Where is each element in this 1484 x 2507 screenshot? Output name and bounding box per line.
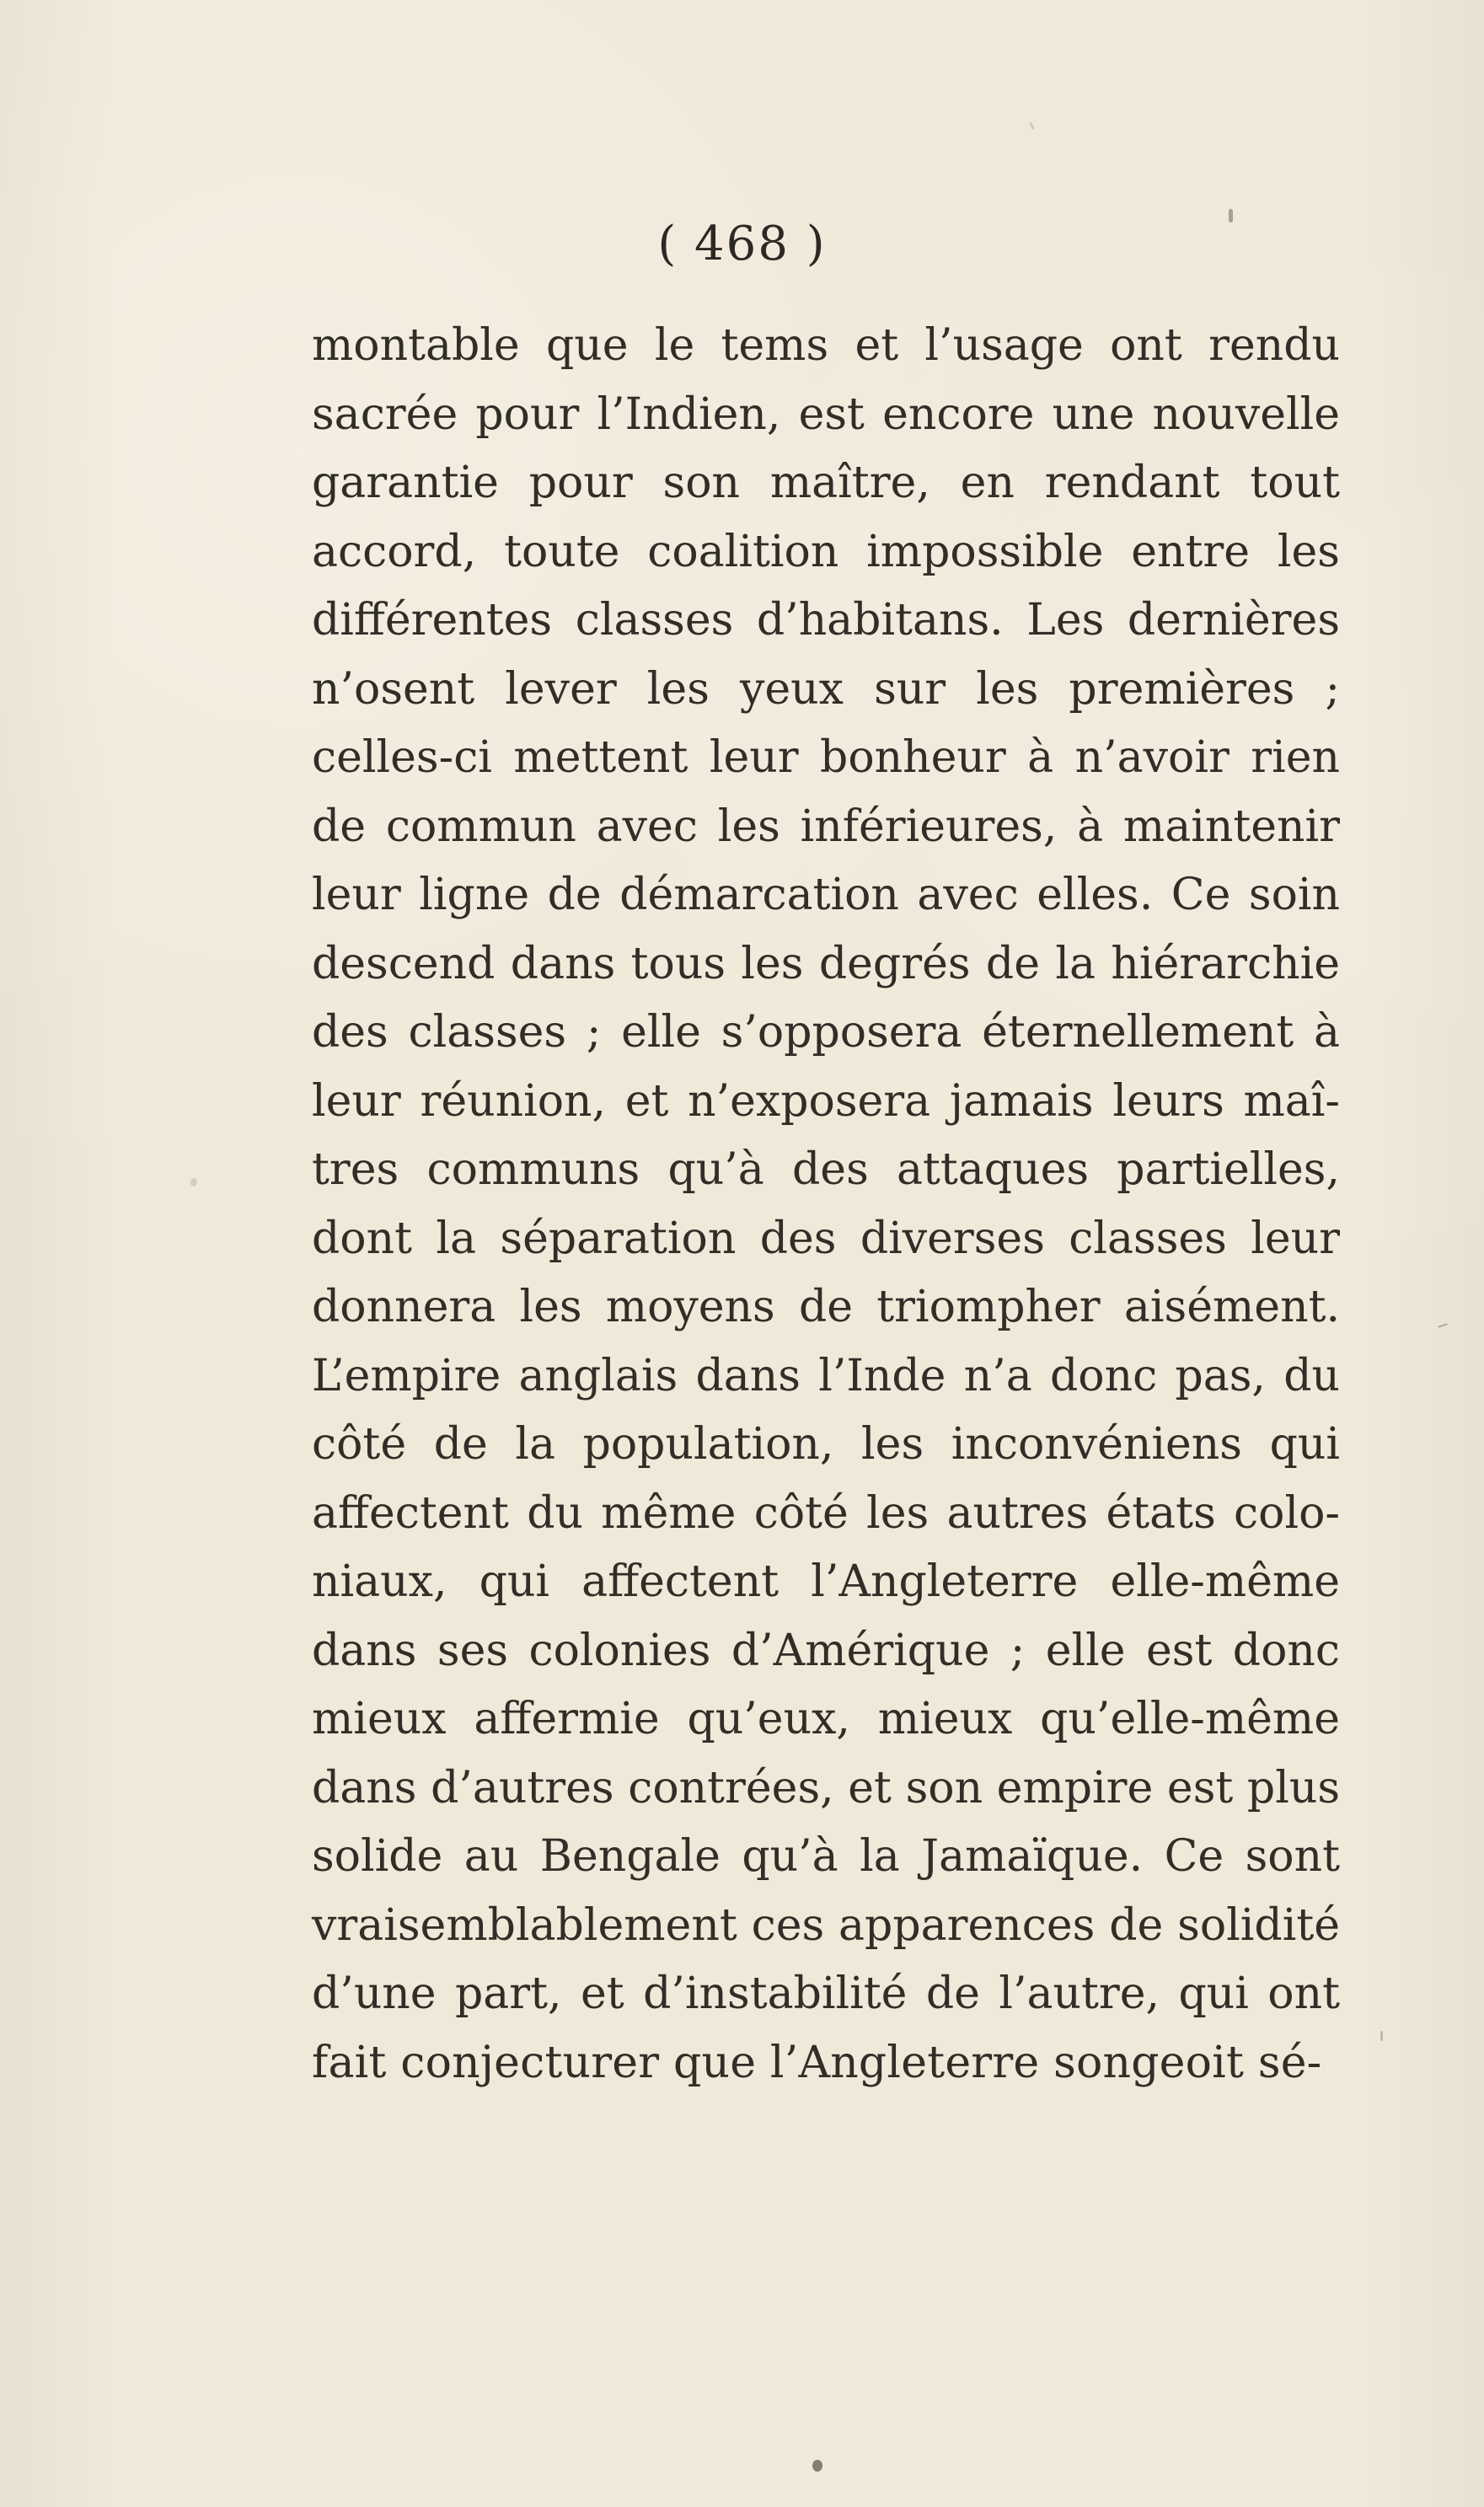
text-line: côté de la population, les inconvéniens qui bbox=[312, 1419, 1340, 1470]
paper-mark bbox=[812, 2460, 822, 2472]
text-line: de commun avec les inférieures, à maintenir bbox=[312, 801, 1340, 852]
page-number: ( 468 ) bbox=[657, 217, 827, 271]
text-line: tres communs qu’à des attaques partielles, bbox=[312, 1144, 1340, 1195]
text-line: d’une part, et d’instabilité de l’autre, qui ont bbox=[312, 1969, 1340, 2019]
main-text bbox=[312, 312, 1340, 2097]
text-line: L’empire anglais dans l’Inde n’a donc pas, du bbox=[312, 1350, 1340, 1401]
text-line: descend dans tous les degrés de la hiérarchie bbox=[312, 938, 1340, 989]
text-line: niaux, qui affectent l’Angleterre elle-même bbox=[312, 1556, 1340, 1607]
paper-mark bbox=[1229, 209, 1233, 222]
paper-mark bbox=[1438, 1323, 1448, 1328]
text-line: garantie pour son maître, en rendant tout bbox=[312, 458, 1340, 508]
text-line: des classes ; elle s’opposera éternellement à bbox=[312, 1007, 1340, 1058]
text-line: différentes classes d’habitans. Les dernières bbox=[312, 595, 1340, 645]
text-line: leur réunion, et n’exposera jamais leurs maî- bbox=[312, 1075, 1340, 1127]
paper-mark bbox=[1029, 122, 1035, 130]
text-line: fait conjecturer que l’Angleterre songeoit sé- bbox=[312, 2037, 1322, 2088]
text-line: mieux affermie qu’eux, mieux qu’elle-même bbox=[312, 1694, 1340, 1744]
text-line: affectent du même côté les autres états colo- bbox=[312, 1487, 1340, 1539]
paper-mark bbox=[1380, 2031, 1383, 2041]
text-line: celles-ci mettent leur bonheur à n’avoir rien bbox=[312, 732, 1340, 783]
text-line: montable que le tems et l’usage ont rendu bbox=[312, 320, 1340, 371]
text-line: solide au Bengale qu’à la Jamaïque. Ce sont bbox=[312, 1831, 1340, 1882]
text-line: leur ligne de démarcation avec elles. Ce soin bbox=[312, 870, 1340, 920]
text-line: dans ses colonies d’Amérique ; elle est donc bbox=[312, 1625, 1340, 1676]
text-line: dans d’autres contrées, et son empire est plus bbox=[312, 1762, 1340, 1813]
text-line: sacrée pour l’Indien, est encore une nouvelle bbox=[312, 388, 1340, 440]
text-line: vraisemblablement ces apparences de solidité bbox=[312, 1899, 1340, 1951]
text-line: n’osent lever les yeux sur les premières ; bbox=[312, 663, 1340, 715]
text-line: donnera les moyens de triompher aisément. bbox=[312, 1282, 1340, 1332]
paper-mark bbox=[190, 1178, 197, 1187]
text-line: dont la séparation des diverses classes leur bbox=[312, 1213, 1340, 1264]
text-line: accord, toute coalition impossible entre les bbox=[312, 526, 1340, 577]
